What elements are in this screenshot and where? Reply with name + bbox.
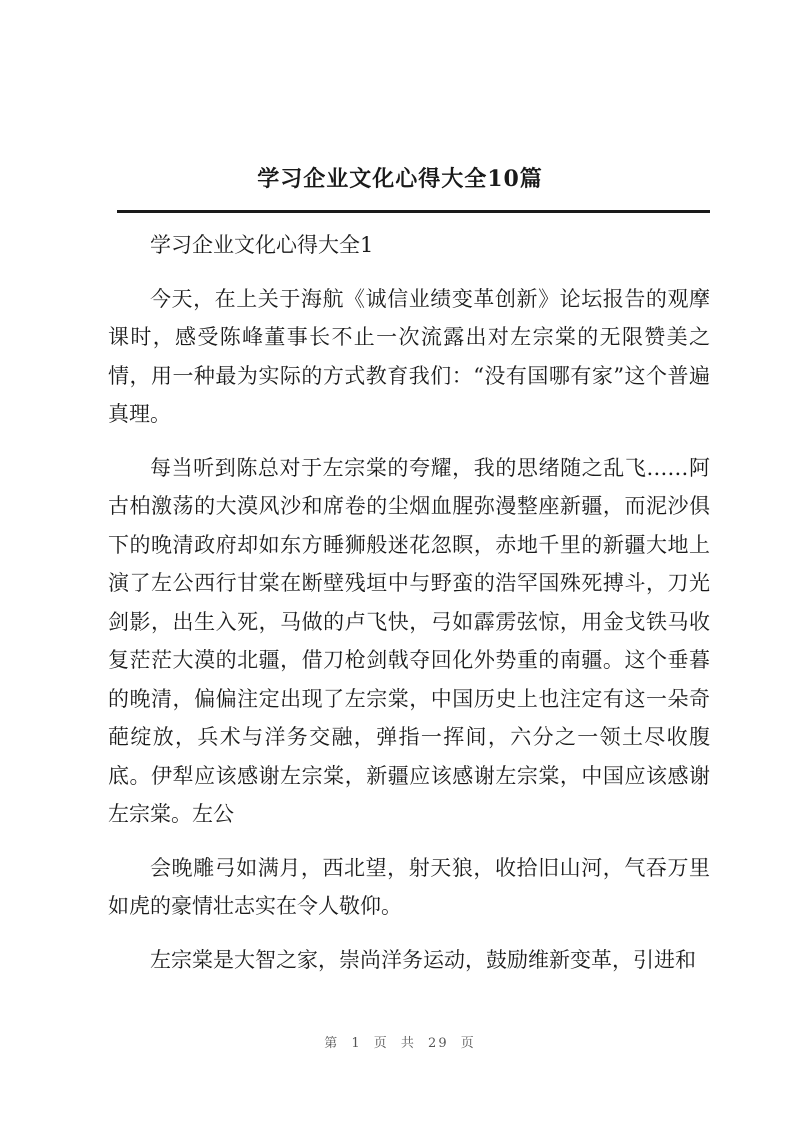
paragraph: 左宗棠是大智之家，崇尚洋务运动，鼓励维新变革，引进和 — [150, 947, 696, 972]
paragraph: 今天，在上关于海航《诚信业绩变革创新》论坛报告的观摩课时，感受陈峰董事长不止一次流露出对左宗棠的无限赞美之情，用一种最为实际的方式教育我们：“没有国哪有家”这个普遍真理。 — [108, 286, 710, 426]
section-heading: 学习企业文化心得大全1 — [150, 233, 374, 257]
title-divider — [117, 210, 710, 213]
paragraph: 每当听到陈总对于左宗棠的夸耀，我的思绪随之乱飞……阿古柏激荡的大漠风沙和席卷的尘烟血腥弥漫整座新疆，而泥沙俱下的晚清政府却如东方睡狮般迷花忽瞑，赤地千里的新疆大地上演了左公西行甘棠在断壁残垣中与野蛮的浩罕国殊死搏斗，刀光剑影，出生入死，马做的卢飞快，弓如霹雳弦惊，用金戈铁马收复茫茫大漠的北疆，借刀枪剑戟夺回化外势重的南疆。这个垂暮的晚清，偏偏注定出现了左宗棠，中国历史上也注定有这一朵奇葩绽放，兵术与洋务交融，弹指一挥间，六分之一领土尽收腹底。伊犁应该感谢左宗棠，新疆应该感谢左宗棠，中国应该感谢左宗棠。左公 — [108, 455, 710, 826]
document-body — [108, 226, 710, 979]
paragraph: 会晚雕弓如满月，西北望，射天狼，收拾旧山河，气吞万里如虎的豪情壮志实在令人敬仰。 — [108, 855, 710, 918]
page-footer: 第 1 页 共 29 页 — [324, 1036, 476, 1051]
document-title: 学习企业文化心得大全10篇 — [257, 166, 543, 192]
